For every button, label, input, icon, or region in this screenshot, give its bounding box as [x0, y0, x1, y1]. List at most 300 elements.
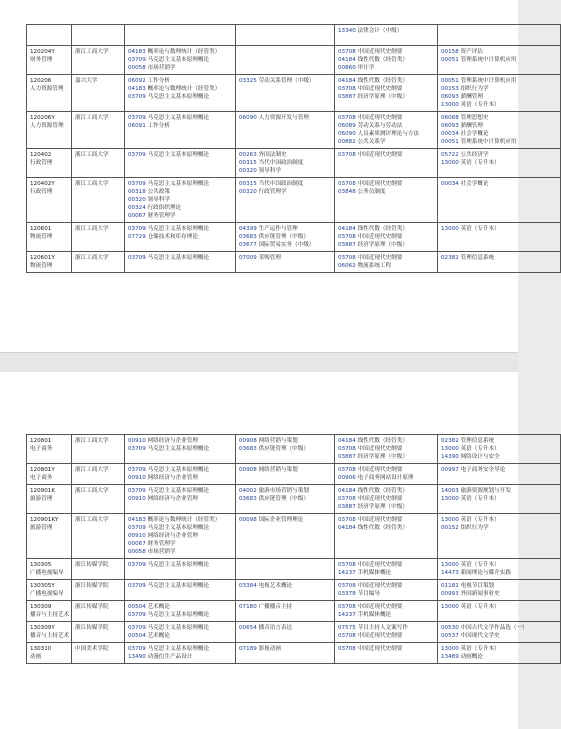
- major-name: 物流管理: [30, 234, 53, 240]
- course-name: 英语（专升本）: [460, 517, 500, 523]
- course-name: 中国近现代史纲要: [357, 115, 403, 121]
- course-name: 劳动关系与劳动法: [357, 123, 403, 129]
- course-name: 中国近现代史纲要: [357, 562, 403, 568]
- course-item: [441, 582, 557, 590]
- course-name: 电子商务安全导论: [460, 467, 506, 473]
- course-code: 06092: [128, 78, 146, 84]
- course-item: [441, 653, 557, 661]
- course-item: [441, 93, 557, 101]
- course-code: 01181: [441, 583, 459, 589]
- course-item: [441, 48, 557, 56]
- course-item: [128, 561, 232, 569]
- course-name: 经济学原理（中级）: [357, 94, 408, 100]
- course-name: 供应链管理（中级）: [258, 446, 309, 452]
- course-cell-b: [236, 25, 335, 46]
- course-item: [441, 569, 557, 577]
- course-item: [338, 632, 434, 640]
- course-code: 03709: [128, 583, 146, 589]
- course-item: [338, 77, 434, 85]
- course-cell-c: [335, 252, 438, 273]
- course-code: 07575: [338, 625, 356, 631]
- course-cell-c: [335, 485, 438, 514]
- course-name: 线性代数（经管类）: [357, 78, 408, 84]
- table-row: [27, 25, 561, 46]
- course-item: [128, 180, 232, 188]
- course-item: [338, 437, 434, 445]
- course-code: 03683: [239, 234, 257, 240]
- course-code: 03709: [128, 646, 146, 652]
- course-item: [441, 180, 557, 188]
- course-code: 00098: [239, 517, 257, 523]
- course-name: 供应链管理（中级）: [258, 234, 309, 240]
- school-cell: [72, 559, 125, 580]
- major-cell: [27, 75, 72, 112]
- course-item: [128, 495, 232, 503]
- course-code: 00324: [128, 205, 146, 211]
- course-cell-a: [125, 514, 236, 559]
- course-item: [128, 653, 232, 661]
- course-cell-c: [335, 25, 438, 46]
- major-code: 120901K: [30, 488, 56, 494]
- major-cell: [27, 601, 72, 622]
- course-code: 13000: [441, 102, 459, 108]
- table-row: [27, 622, 561, 643]
- course-code: 13000: [441, 496, 459, 502]
- course-item: [239, 582, 331, 590]
- course-item: [239, 445, 331, 453]
- course-code: 07180: [239, 604, 257, 610]
- course-item: [128, 645, 232, 653]
- major-name: 人力资源管理: [30, 86, 64, 92]
- major-cell: [27, 25, 72, 46]
- course-code: 03709: [128, 525, 146, 531]
- course-code: 03709: [128, 612, 146, 618]
- major-name: 动画: [30, 654, 42, 660]
- course-item: [441, 487, 557, 495]
- course-name: 网络营销与策划: [258, 438, 298, 444]
- course-code: 06091: [128, 123, 146, 129]
- course-cell-b: [236, 514, 335, 559]
- course-code: 00034: [441, 131, 459, 137]
- course-name: 劳动关系管理（中级）: [258, 78, 315, 84]
- course-cell-d: [438, 25, 561, 46]
- course-item: [441, 437, 557, 445]
- course-name: 经济学原理（中级）: [357, 504, 408, 510]
- course-code: 03708: [338, 115, 356, 121]
- course-item: [128, 48, 232, 56]
- course-cell-c: [335, 149, 438, 178]
- school-name: 浙江工商大学: [75, 181, 109, 187]
- school-cell: [72, 223, 125, 252]
- course-item: [441, 159, 557, 167]
- course-item: [239, 180, 331, 188]
- course-code: 03709: [128, 488, 146, 494]
- table-row: [27, 435, 561, 464]
- course-cell-a: [125, 485, 236, 514]
- course-code: 04183: [128, 517, 146, 523]
- course-item: [128, 204, 232, 212]
- course-name: 当代中国政治制度: [258, 160, 304, 166]
- course-item: [239, 624, 331, 632]
- major-code: 130309: [30, 604, 52, 610]
- course-cell-c: [335, 622, 438, 643]
- course-item: [441, 603, 557, 611]
- school-cell: [72, 75, 125, 112]
- major-name: 广播电视编导: [30, 591, 64, 597]
- course-code: 06090: [239, 115, 257, 121]
- course-item: [441, 85, 557, 93]
- course-code: 04184: [338, 226, 356, 232]
- course-code: 03709: [128, 94, 146, 100]
- course-name: 英语（专升本）: [460, 446, 500, 452]
- course-item: [338, 48, 434, 56]
- course-item: [338, 466, 434, 474]
- course-name: 英语（专升本）: [460, 226, 500, 232]
- table-row: [27, 149, 561, 178]
- major-name: 行政管理: [30, 189, 53, 195]
- school-name: 浙江传媒学院: [75, 625, 109, 631]
- course-code: 07729: [128, 234, 146, 240]
- course-code: 00504: [128, 633, 146, 639]
- major-code: 130310: [30, 646, 52, 652]
- course-item: [128, 474, 232, 482]
- course-code: 13000: [441, 646, 459, 652]
- course-item: [441, 524, 557, 532]
- course-item: [441, 130, 557, 138]
- course-code: 03887: [338, 94, 356, 100]
- course-name: 概率论与数理统计（经管类）: [147, 86, 221, 92]
- major-name: [30, 35, 68, 43]
- course-item: [441, 516, 557, 524]
- major-code: 130305: [30, 562, 52, 568]
- table-row: [27, 75, 561, 112]
- course-name: 采购管理: [258, 255, 281, 261]
- course-code: 03384: [239, 583, 257, 589]
- course-name: 旅游资源规划与开发: [460, 488, 511, 494]
- course-item: [441, 122, 557, 130]
- course-code: 00153: [441, 86, 459, 92]
- course-code: 03325: [239, 78, 257, 84]
- course-name: 马克思主义基本原理概论: [147, 488, 210, 494]
- course-name: 概率论与数理统计（经管类）: [147, 49, 221, 55]
- course-name: 组织行为学: [460, 525, 489, 531]
- course-cell-d: [438, 514, 561, 559]
- course-name: 当代中国政治制度: [258, 181, 304, 187]
- major-cell: [27, 622, 72, 643]
- major-cell: [27, 46, 72, 75]
- table-row: [27, 485, 561, 514]
- course-code: 13000: [441, 604, 459, 610]
- course-item: [128, 56, 232, 64]
- course-code: 14003: [441, 488, 459, 494]
- course-item: [338, 503, 434, 511]
- course-name: 线性代数（经管类）: [357, 438, 408, 444]
- course-code: 14237: [338, 570, 356, 576]
- course-item: [338, 188, 434, 196]
- course-name: 节目主持人文案写作: [357, 625, 408, 631]
- course-code: 06090: [338, 131, 356, 137]
- course-item: [239, 114, 331, 122]
- course-item: [239, 603, 331, 611]
- course-cell-d: [438, 75, 561, 112]
- school-name: 浙江工商大学: [75, 226, 109, 232]
- major-code: 120901KY: [30, 517, 59, 523]
- course-name: 管理信息系统: [460, 255, 495, 261]
- course-name: 管理系统中计算机应用: [460, 139, 517, 145]
- course-name: 中国近现代史纲要: [357, 255, 403, 261]
- course-item: [441, 225, 557, 233]
- course-cell-c: [335, 580, 438, 601]
- course-name: 工作分析: [147, 123, 170, 129]
- course-name: 手机媒体概论: [357, 570, 392, 576]
- course-item: [338, 56, 434, 64]
- course-item: [338, 114, 434, 122]
- course-item: [338, 64, 434, 72]
- course-name: 马克思主义基本原理概论: [147, 255, 210, 261]
- document-page-1: [0, 0, 518, 352]
- course-cell-d: [438, 112, 561, 149]
- course-code: 03708: [338, 181, 356, 187]
- course-item: [239, 77, 331, 85]
- school-name: 浙江工商大学: [75, 438, 109, 444]
- school-cell: [72, 435, 125, 464]
- course-name: 公务员制度: [357, 189, 386, 195]
- course-code: 00058: [128, 65, 146, 71]
- course-item: [441, 645, 557, 653]
- major-cell: [27, 514, 72, 559]
- course-cell-c: [335, 464, 438, 485]
- course-cell-c: [335, 435, 438, 464]
- major-code: 120601: [30, 226, 52, 232]
- course-code: 13000: [441, 562, 459, 568]
- course-item: [338, 495, 434, 503]
- course-name: 行政组织理论: [147, 205, 182, 211]
- course-name: 中国近现代史纲要: [357, 181, 403, 187]
- course-name: 电子商务网站设计原理: [357, 475, 414, 481]
- course-code: 13000: [441, 226, 459, 232]
- course-name: 中国近现代史纲要: [357, 234, 403, 240]
- school-cell: [72, 601, 125, 622]
- course-item: [338, 453, 434, 461]
- course-item: [128, 225, 232, 233]
- course-name: 中国现代文学史: [460, 633, 500, 639]
- course-name: 英语（专升本）: [460, 160, 500, 166]
- course-cell-c: [335, 75, 438, 112]
- course-code: 06093: [441, 94, 459, 100]
- course-item: [128, 524, 232, 532]
- course-name: 中国近现代史纲要: [357, 517, 403, 523]
- course-item: [128, 77, 232, 85]
- course-cell-c: [335, 46, 438, 75]
- course-item: [239, 167, 331, 175]
- course-name: 广播播音主持: [258, 604, 293, 610]
- course-name: 社会学概论: [460, 131, 489, 137]
- course-name: 马克思主义基本原理概论: [147, 115, 210, 121]
- course-code: 00537: [441, 633, 459, 639]
- course-cell-b: [236, 112, 335, 149]
- course-name: 影视动画: [258, 646, 281, 652]
- course-cell-a: [125, 149, 236, 178]
- course-item: [441, 151, 557, 159]
- course-name: 中国古代文学作品选（一）: [460, 625, 528, 631]
- major-name: 旅游管理: [30, 496, 53, 502]
- course-cell-c: [335, 643, 438, 664]
- major-cell: [27, 485, 72, 514]
- school-name: 嘉兴大学: [75, 78, 98, 84]
- course-code: 00034: [441, 181, 459, 187]
- course-item: [338, 524, 434, 532]
- course-item: [239, 241, 331, 249]
- school-name: 浙江传媒学院: [75, 562, 109, 568]
- major-cell: [27, 178, 72, 223]
- course-cell-a: [125, 112, 236, 149]
- course-name: 电视艺术概论: [258, 583, 293, 589]
- course-name: 外国法制史: [258, 152, 287, 158]
- course-name: 网络经济与企业管理: [147, 533, 198, 539]
- course-code: 00315: [239, 160, 257, 166]
- course-cell-a: [125, 75, 236, 112]
- course-name: 网络营销与策划: [258, 467, 298, 473]
- course-cell-b: [236, 178, 335, 223]
- course-name: 领导科学: [147, 197, 170, 203]
- course-code: 00654: [239, 625, 257, 631]
- school-cell: [72, 580, 125, 601]
- course-name: 旅游市场营销与策划: [258, 488, 309, 494]
- course-name: 动画概论: [460, 654, 483, 660]
- school-cell: [72, 149, 125, 178]
- course-item: [128, 466, 232, 474]
- course-item: [441, 101, 557, 109]
- course-item: [338, 582, 434, 590]
- course-code: 02382: [441, 438, 459, 444]
- course-code: 00158: [441, 49, 459, 55]
- course-code: 00320: [239, 189, 257, 195]
- course-cell-a: [125, 25, 236, 46]
- course-cell-d: [438, 580, 561, 601]
- course-item: [128, 196, 232, 204]
- course-code: 03677: [239, 242, 257, 248]
- course-cell-b: [236, 580, 335, 601]
- course-code: 06093: [441, 123, 459, 129]
- course-item: [338, 93, 434, 101]
- course-name: 财务管理学: [147, 541, 176, 547]
- course-code: 03709: [128, 181, 146, 187]
- course-item: [441, 624, 557, 632]
- course-code: 00152: [441, 525, 459, 531]
- course-cell-a: [125, 252, 236, 273]
- course-item: [128, 532, 232, 540]
- course-code: 03708: [338, 234, 356, 240]
- course-item: [239, 466, 331, 474]
- course-cell-a: [125, 559, 236, 580]
- course-name: 节目编导: [357, 591, 380, 597]
- table-row: [27, 601, 561, 622]
- course-code: 00318: [128, 189, 146, 195]
- table-row: [27, 46, 561, 75]
- major-name: 播音与主持艺术: [30, 612, 70, 618]
- major-code: 130305Y: [30, 583, 55, 589]
- course-item: [338, 122, 434, 130]
- course-cell-a: [125, 223, 236, 252]
- course-item: [239, 645, 331, 653]
- course-name: 马克思主义基本原理概论: [147, 583, 210, 589]
- course-code: 00997: [441, 467, 459, 473]
- course-name: 线性代数（经管类）: [357, 226, 408, 232]
- course-code: 00910: [128, 496, 146, 502]
- course-code: 07189: [239, 646, 257, 652]
- course-name: 中国近现代史纲要: [357, 467, 403, 473]
- course-cell-c: [335, 223, 438, 252]
- course-code: 04184: [338, 525, 356, 531]
- course-code: 00320: [128, 197, 146, 203]
- major-name: 播音与主持艺术: [30, 633, 70, 639]
- course-code: 03378: [338, 591, 356, 597]
- course-item: [338, 27, 434, 35]
- course-item: [441, 254, 557, 262]
- course-code: 00910: [128, 533, 146, 539]
- course-code: 13340: [338, 28, 356, 34]
- school-name: 浙江工商大学: [75, 115, 109, 121]
- course-item: [441, 632, 557, 640]
- course-code: 06062: [338, 263, 356, 269]
- course-item: [128, 93, 232, 101]
- course-name: 中国近现代史纲要: [357, 49, 403, 55]
- course-item: [128, 624, 232, 632]
- course-name: 线性代数（经管类）: [357, 488, 408, 494]
- course-name: 组织行为学: [460, 86, 489, 92]
- course-name: 线性代数（经管类）: [357, 57, 408, 63]
- school-cell: [72, 622, 125, 643]
- course-code: 00051: [441, 139, 459, 145]
- course-name: 经济学原理（中级）: [357, 242, 408, 248]
- major-code: 120206: [30, 78, 52, 84]
- course-name: 新闻理论与媒介实践: [460, 570, 511, 576]
- course-item: [441, 561, 557, 569]
- course-code: 03708: [338, 633, 356, 639]
- course-item: [128, 114, 232, 122]
- major-name: 电子商务: [30, 475, 53, 481]
- course-code: 03708: [338, 604, 356, 610]
- course-item: [128, 548, 232, 556]
- course-item: [441, 590, 557, 598]
- course-cell-c: [335, 514, 438, 559]
- course-name: 审计学: [357, 65, 375, 71]
- course-item: [441, 114, 557, 122]
- course-name: 管理系统中计算机应用: [460, 78, 517, 84]
- course-code: 00860: [338, 65, 356, 71]
- course-item: [441, 453, 557, 461]
- course-name: 经济学原理（中级）: [357, 454, 408, 460]
- course-item: [441, 56, 557, 64]
- course-cell-b: [236, 252, 335, 273]
- course-name: 公共关系学: [357, 139, 386, 145]
- course-item: [338, 487, 434, 495]
- major-cell: [27, 643, 72, 664]
- course-item: [338, 561, 434, 569]
- major-cell: [27, 580, 72, 601]
- major-code: 120402Y: [30, 181, 55, 187]
- course-code: 00882: [338, 139, 356, 145]
- course-cell-b: [236, 149, 335, 178]
- course-item: [338, 138, 434, 146]
- table-row: [27, 223, 561, 252]
- course-code: 03709: [128, 625, 146, 631]
- major-code: [30, 27, 68, 35]
- course-item: [338, 233, 434, 241]
- school-name: 浙江工商大学: [75, 488, 109, 494]
- course-code: 03887: [338, 242, 356, 248]
- course-name: 人员素质测评理论与方法: [357, 131, 420, 137]
